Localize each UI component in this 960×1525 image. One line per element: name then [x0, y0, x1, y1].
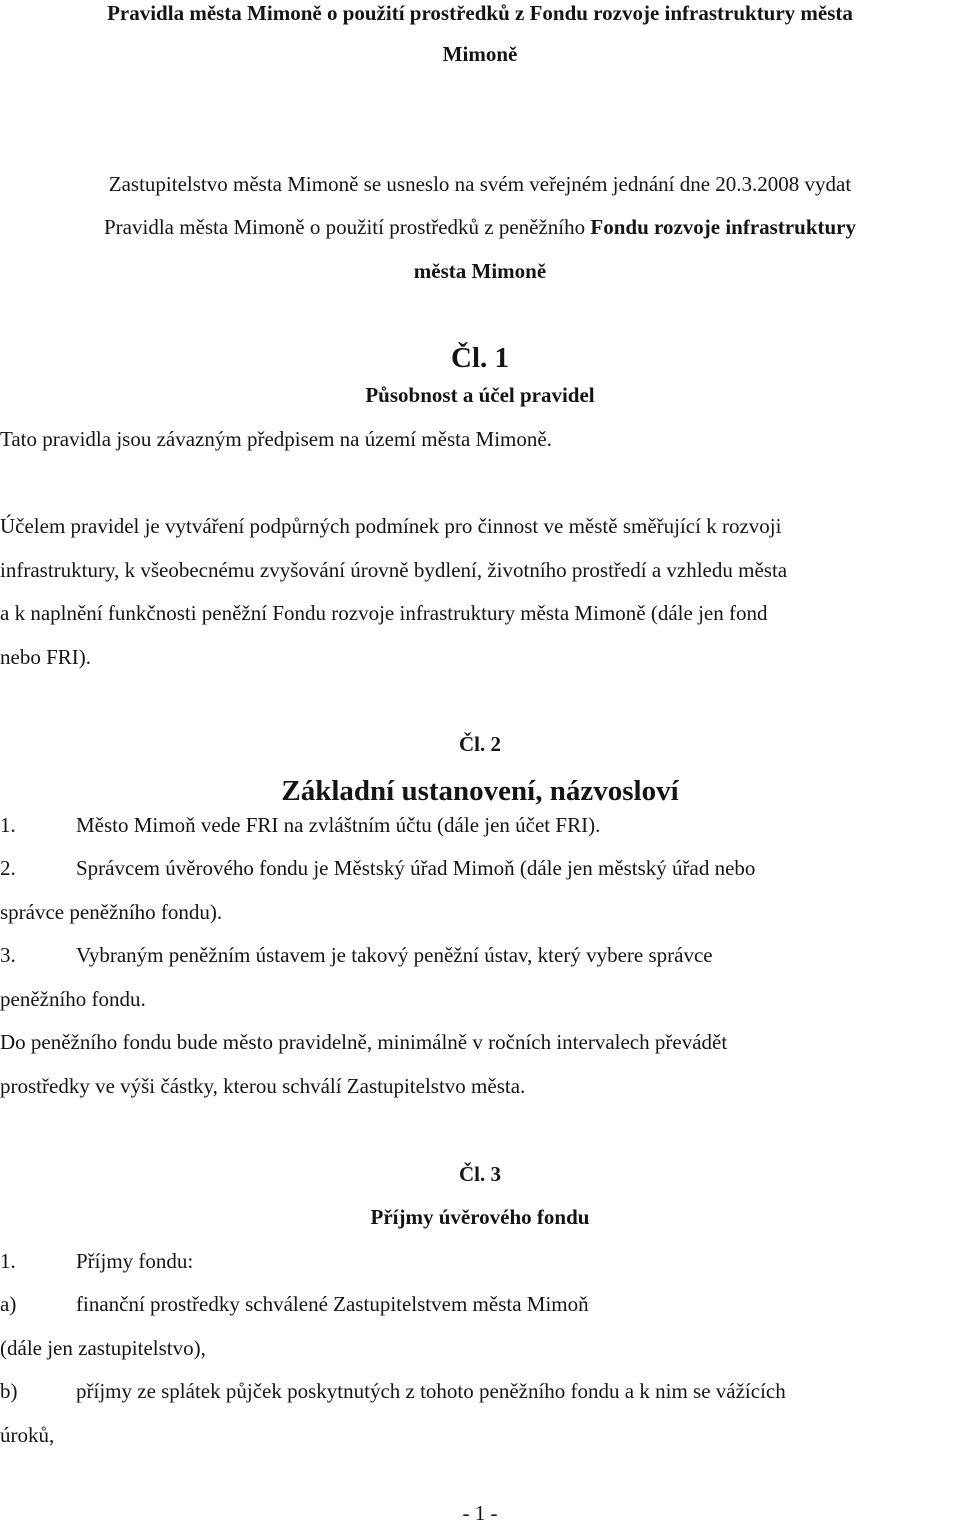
- document-title-line-1: Pravidla města Mimoně o použití prostředků z Fondu rozvoje infrastruktury města: [107, 1, 853, 25]
- article-2-paragraph-line-2: prostředky ve výši částky, kterou schválí Zastupitelstvo města.: [0, 1074, 526, 1098]
- article-2-item-2-continuation: správce peněžního fondu).: [0, 900, 223, 924]
- article-1-purpose-line-1: Účelem pravidel je vytváření podpůrných podmínek pro činnost ve městě směřující k rozvoji: [0, 514, 782, 538]
- article-3-item-1-text: Příjmy fondu:: [76, 1249, 194, 1273]
- article-3-item-1-number: 1.: [0, 1249, 16, 1273]
- article-3-subitem-b: [0, 1381, 960, 1405]
- document-title-line-2: Mimoně: [442, 42, 518, 66]
- article-3-subitem-b-continuation: úroků,: [0, 1423, 55, 1447]
- article-3-number: Čl. 3: [459, 1162, 501, 1186]
- page-number: - 1 -: [462, 1501, 498, 1525]
- article-2-heading: Základní ustanovení, názvosloví: [281, 775, 679, 807]
- article-2-paragraph-line-1: Do peněžního fondu bude město pravidelně, minimálně v ročních intervalech převádět: [0, 1030, 728, 1054]
- article-2-item-1-text: Město Mimoň vede FRI na zvláštním účtu (dále jen účet FRI).: [76, 813, 601, 837]
- article-2-item-1: [0, 815, 960, 839]
- article-1-number: Čl. 1: [451, 342, 509, 374]
- article-3-subitem-b-text: příjmy ze splátek půjček poskytnutých z tohoto peněžního fondu a k nim se vážících: [76, 1379, 786, 1403]
- article-2-item-2: [0, 858, 960, 882]
- intro-line-1: Zastupitelstvo města Mimoně se usneslo na svém veřejném jednání dne 20.3.2008 vydat: [108, 172, 852, 196]
- article-3-subitem-a: [0, 1294, 960, 1318]
- article-2-item-3: [0, 945, 960, 969]
- article-3-subitem-a-continuation: (dále jen zastupitelstvo),: [0, 1336, 206, 1360]
- article-3-subitem-b-label: b): [0, 1379, 18, 1403]
- article-1-purpose-line-3: a k naplnění funkčnosti peněžní Fondu rozvoje infrastruktury města Mimoně (dále jen fond: [0, 601, 768, 625]
- intro-line-2-regular: Pravidla města Mimoně o použití prostředků z peněžního: [104, 215, 591, 239]
- article-3-subitem-a-text: finanční prostředky schválené Zastupitelstvem města Mimoň: [76, 1292, 589, 1316]
- article-3-heading: Příjmy úvěrového fondu: [370, 1205, 590, 1229]
- intro-line-2-bold: Fondu rozvoje infrastruktury: [590, 215, 856, 239]
- article-3-subitem-a-label: a): [0, 1292, 17, 1316]
- article-2-item-2-number: 2.: [0, 856, 16, 880]
- article-2-item-3-continuation: peněžního fondu.: [0, 987, 146, 1011]
- article-2-item-3-text: Vybraným peněžním ústavem je takový peněžní ústav, který vybere správce: [76, 943, 713, 967]
- article-1-purpose-line-2: infrastruktury, k všeobecnému zvyšování úrovně bydlení, životního prostředí a vzhledu města: [0, 558, 788, 582]
- intro-line-3: města Mimoně: [413, 259, 547, 283]
- article-2-item-3-number: 3.: [0, 943, 16, 967]
- article-3-item-1: [0, 1251, 960, 1275]
- article-2-item-1-number: 1.: [0, 813, 16, 837]
- article-2-item-2-text: Správcem úvěrového fondu je Městský úřad Mimoň (dále jen městský úřad nebo: [76, 856, 756, 880]
- article-1-scope: Tato pravidla jsou závazným předpisem na území města Mimoně.: [0, 427, 552, 451]
- article-1-heading: Působnost a účel pravidel: [365, 383, 595, 407]
- article-1-purpose-line-4: nebo FRI).: [0, 645, 91, 669]
- article-2-number: Čl. 2: [459, 732, 501, 756]
- intro-line-2: [0, 217, 960, 238]
